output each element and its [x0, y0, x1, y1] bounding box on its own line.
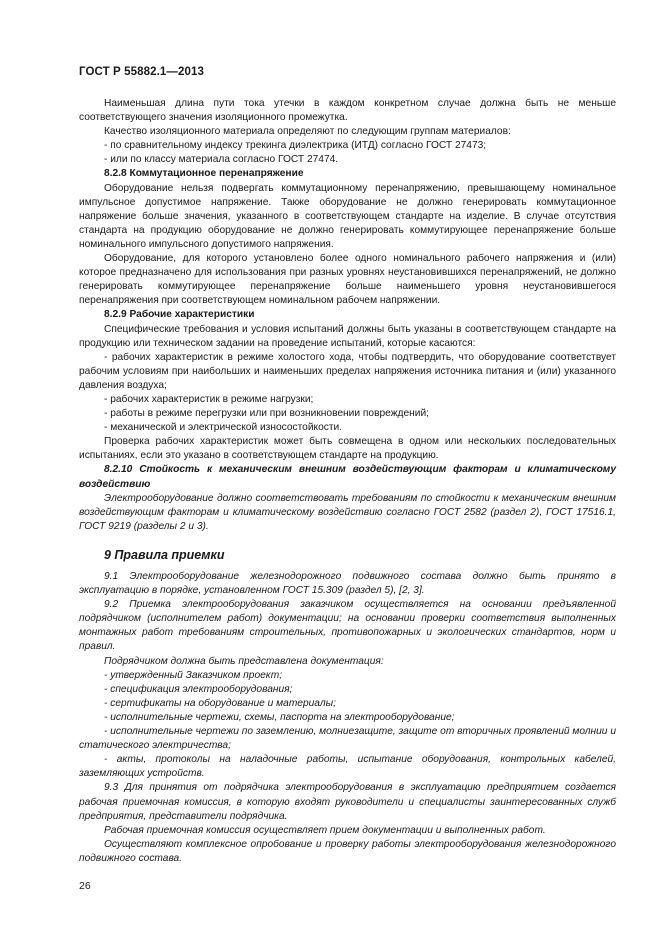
- paragraph: - утвержденный Заказчиком проект;: [104, 669, 283, 681]
- document-header: ГОСТ Р 55882.1—2013: [79, 66, 204, 78]
- paragraph: Проверка рабочих характеристик может быть совмещена в одном или нескольких последовательных испытаниях, если это указано в соответствующем стандарте на продукцию.: [79, 436, 616, 462]
- section-heading: 9 Правила приемки: [104, 547, 225, 562]
- subsection-heading: 8.2.9 Рабочие характеристики: [104, 309, 255, 321]
- paragraph: - по сравнительному индексу трекинга диэлектрика (ИТД) согласно ГОСТ 27473;: [104, 140, 487, 152]
- paragraph: 9.3 Для принятия от подрядчика электрооборудования в эксплуатацию предприятием создается рабочая приемочная комиссия, в которую входят руководители и специалисты заинтересованных служб предприятия, представители подрядчика.: [79, 782, 616, 822]
- paragraph: - или по классу материала согласно ГОСТ 27474.: [104, 154, 339, 166]
- paragraph: - механической и электрической износостойкости.: [104, 422, 343, 434]
- subsection-heading: 8.2.8 Коммутационное перенапряжение: [104, 168, 304, 180]
- paragraph: - спецификация электрооборудования;: [104, 683, 293, 695]
- paragraph: - рабочих характеристик в режиме холостого хода, чтобы подтвердить, что оборудование соответствует рабочим условиям при наибольших и наименьших пределах напряжения источника питания и (или) указанного давления воздуха;: [79, 351, 616, 391]
- paragraph: 9.1 Электрооборудование железнодорожного подвижного состава должно быть принято в эксплуатацию в порядке, установленном ГОСТ 15.309 (раздел 5), [2, 3].: [79, 571, 616, 597]
- paragraph: Качество изоляционного материала определяют по следующим группам материалов:: [104, 126, 511, 138]
- paragraph: Электрооборудование должно соответствовать требованиям по стойкости к механическим внешним воздействующим факторам и климатическому воздействию согласно ГОСТ 2582 (раздел 2), ГОСТ 17516.1, ГОСТ 9219 (разделы 2 и 3).: [79, 492, 616, 532]
- paragraph: - исполнительные чертежи по заземлению, молниезащите, защите от вторичных проявлений молнии и статического электричества;: [79, 726, 616, 752]
- paragraph: Наименьшая длина пути тока утечки в каждом конкретном случае должна быть не меньше соответствующего значения изоляционного промежутка.: [79, 98, 616, 124]
- document-body: [79, 97, 616, 866]
- paragraph: 9.2 Приемка электрооборудования заказчиком осуществляется на основании предъявленной подрядчиком (исполнителем работ) документации; на основании проверки соответствия выполненных монтажных работ требованиям строительных, противопожарных и экологических стандартов, норм и правил.: [79, 599, 616, 653]
- paragraph: Подрядчиком должна быть представлена документация:: [104, 655, 384, 667]
- page-number: 26: [79, 880, 91, 892]
- paragraph: Оборудование, для которого установлено более одного номинального рабочего напряжения и (или) которое предназначено для использования при разных уровнях неустановившихся перенапряжений, не должно генерировать коммутирующее перенапряжение больше наименьшего уровня неустановившегося перенапряжения при соответствующем номинальном рабочем напряжении.: [79, 253, 616, 307]
- paragraph: Рабочая приемочная комиссия осуществляет прием документации и выполненных работ.: [104, 824, 546, 836]
- paragraph: Специфические требования и условия испытаний должны быть указаны в соответствующем стандарте на продукцию или техническом задании на проведение испытаний, которые касаются:: [79, 323, 616, 349]
- paragraph: - рабочих характеристик в режиме нагрузки;: [104, 393, 314, 405]
- paragraph: - исполнительные чертежи, схемы, паспорта на электрооборудование;: [104, 711, 455, 723]
- subsection-heading: 8.2.10 Стойкость к механическим внешним воздействующим факторам и климатическому воздействию: [79, 464, 616, 490]
- paragraph: Оборудование нельзя подвергать коммутационному перенапряжению, превышающему номинальное импульсное допустимое напряжение. Также оборудование не должно генерировать коммутационное напряжение больше значения, указанного в соответствующем стандарте на изделие. В случае отсутствия стандарта на продукцию оборудование не должно генерировать коммутирующее перенапряжение больше номинального импульсного допустимого напряжения.: [79, 182, 616, 250]
- paragraph: - акты, протоколы на наладочные работы, испытание оборудования, контрольных кабелей, заземляющих устройств.: [79, 754, 616, 780]
- paragraph: Осуществляют комплексное опробование и проверку работы электрооборудования железнодорожного подвижного состава.: [79, 838, 616, 864]
- paragraph: - работы в режиме перегрузки или при возникновении повреждений;: [104, 408, 429, 420]
- paragraph: - сертификаты на оборудование и материалы;: [104, 697, 336, 709]
